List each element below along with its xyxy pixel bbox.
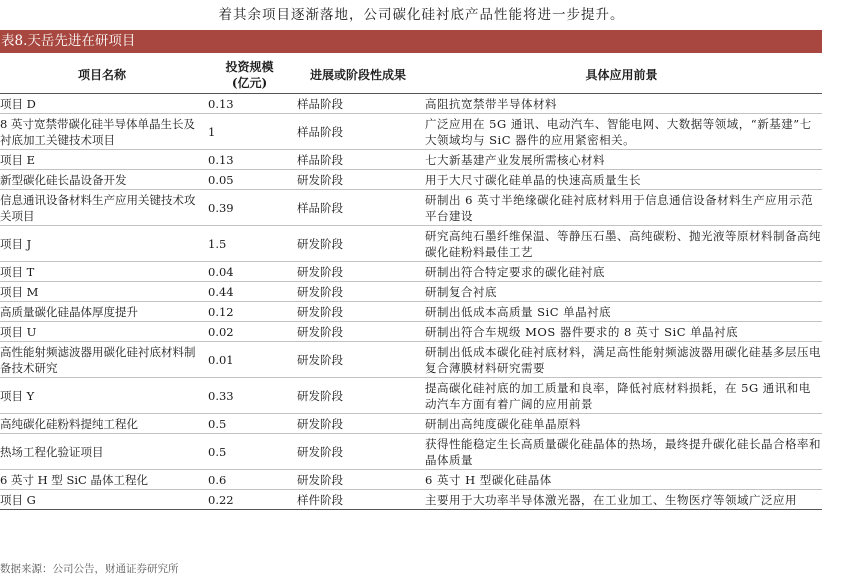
table-row xyxy=(0,170,822,190)
cell-project-name: 6 英寸 H 型 SiC 晶体工程化 xyxy=(0,470,204,490)
cell-stage: 样品阶段 xyxy=(295,190,421,226)
table-row xyxy=(0,226,822,262)
header-stage: 进展或阶段性成果 xyxy=(295,57,421,94)
cell-stage: 研发阶段 xyxy=(295,414,421,434)
table-row xyxy=(0,282,822,302)
table-row xyxy=(0,262,822,282)
table-row xyxy=(0,490,822,510)
header-investment-line2: (亿元) xyxy=(231,76,268,90)
cell-prospect: 广泛应用在 5G 通讯、电动汽车、智能电网、大数据等领域，“新基建”七大领域均与 SiC 器件的应用紧密相关。 xyxy=(421,114,822,150)
table-row xyxy=(0,114,822,150)
cell-investment: 0.13 xyxy=(204,94,295,114)
cell-project-name: 高质量碳化硅晶体厚度提升 xyxy=(0,302,204,322)
header-investment xyxy=(204,57,295,94)
cell-stage: 研发阶段 xyxy=(295,226,421,262)
table-row xyxy=(0,342,822,378)
cell-prospect: 用于大尺寸碳化硅单晶的快速高质量生长 xyxy=(421,170,822,190)
cell-prospect: 七大新基建产业发展所需核心材料 xyxy=(421,150,822,170)
cell-stage: 研发阶段 xyxy=(295,302,421,322)
cell-investment: 0.5 xyxy=(204,414,295,434)
cell-stage: 研发阶段 xyxy=(295,378,421,414)
cell-project-name: 项目 T xyxy=(0,262,204,282)
table-row xyxy=(0,434,822,470)
cell-project-name: 项目 E xyxy=(0,150,204,170)
cell-investment: 1 xyxy=(204,114,295,150)
intro-text: 着其余项目逐渐落地，公司碳化硅衬底产品性能将进一步提升。 xyxy=(218,7,625,23)
header-project-name: 项目名称 xyxy=(0,57,204,94)
cell-investment: 0.01 xyxy=(204,342,295,378)
cell-stage: 研发阶段 xyxy=(295,262,421,282)
cell-stage: 研发阶段 xyxy=(295,170,421,190)
cell-stage: 研发阶段 xyxy=(295,282,421,302)
table-row xyxy=(0,94,822,114)
cell-project-name: 项目 G xyxy=(0,490,204,510)
cell-project-name: 新型碳化硅长晶设备开发 xyxy=(0,170,204,190)
table-row xyxy=(0,378,822,414)
cell-prospect: 高阻抗宽禁带半导体材料 xyxy=(421,94,822,114)
cell-investment: 0.22 xyxy=(204,490,295,510)
table-row xyxy=(0,302,822,322)
table-row xyxy=(0,322,822,342)
cell-investment: 0.39 xyxy=(204,190,295,226)
cell-investment: 0.13 xyxy=(204,150,295,170)
cell-prospect: 研制出符合特定要求的碳化硅衬底 xyxy=(421,262,822,282)
cell-investment: 0.6 xyxy=(204,470,295,490)
cell-stage: 研发阶段 xyxy=(295,322,421,342)
cell-investment: 0.02 xyxy=(204,322,295,342)
cell-prospect: 研制出 6 英寸半绝缘碳化硅衬底材料用于信息通信设备材料生产应用示范平台建设 xyxy=(421,190,822,226)
cell-prospect: 研制出高纯度碳化硅单晶原料 xyxy=(421,414,822,434)
cell-investment: 0.33 xyxy=(204,378,295,414)
cell-project-name: 项目 D xyxy=(0,94,204,114)
cell-prospect: 研究高纯石墨纤维保温、等静压石墨、高纯碳粉、抛光液等原材料制备高纯碳化硅粉料最佳工艺 xyxy=(421,226,822,262)
header-prospect: 具体应用前景 xyxy=(421,57,822,94)
cell-project-name: 项目 M xyxy=(0,282,204,302)
cell-stage: 研发阶段 xyxy=(295,470,421,490)
cell-stage: 研发阶段 xyxy=(295,342,421,378)
cell-investment: 0.04 xyxy=(204,262,295,282)
cell-stage: 样件阶段 xyxy=(295,490,421,510)
cell-project-name: 信息通讯设备材料生产应用关键技术攻关项目 xyxy=(0,190,204,226)
cell-investment: 0.12 xyxy=(204,302,295,322)
cell-prospect: 6 英寸 H 型碳化硅晶体 xyxy=(421,470,822,490)
cell-prospect: 提高碳化硅衬底的加工质量和良率，降低衬底材料损耗，在 5G 通讯和电动汽车方面有着广阔的应用前景 xyxy=(421,378,822,414)
cell-prospect: 研制出低成本高质量 SiC 单晶衬底 xyxy=(421,302,822,322)
header-investment-line1: 投资规模 xyxy=(225,60,274,74)
cell-stage: 样品阶段 xyxy=(295,94,421,114)
cell-investment: 0.05 xyxy=(204,170,295,190)
cell-investment: 0.5 xyxy=(204,434,295,470)
cell-stage: 研发阶段 xyxy=(295,434,421,470)
cell-prospect: 获得性能稳定生长高质量碳化硅晶体的热场，最终提升碳化硅长晶合格率和晶体质量 xyxy=(421,434,822,470)
cell-prospect: 研制出符合车规级 MOS 器件要求的 8 英寸 SiC 单晶衬底 xyxy=(421,322,822,342)
cell-project-name: 项目 U xyxy=(0,322,204,342)
table-row xyxy=(0,414,822,434)
table-row xyxy=(0,470,822,490)
table-caption: 表8.天岳先进在研项目 xyxy=(0,30,822,53)
cell-prospect: 研制复合衬底 xyxy=(421,282,822,302)
research-projects-table xyxy=(0,57,822,510)
cell-prospect: 研制出低成本碳化硅衬底材料，满足高性能射频滤波器用碳化硅基多层压电复合薄膜材料研究需要 xyxy=(421,342,822,378)
cell-project-name: 热场工程化验证项目 xyxy=(0,434,204,470)
source-note: 数据来源：公司公告，财通证券研究所 xyxy=(0,563,179,575)
cell-project-name: 项目 J xyxy=(0,226,204,262)
cell-investment: 1.5 xyxy=(204,226,295,262)
cell-stage: 样品阶段 xyxy=(295,114,421,150)
table-row xyxy=(0,150,822,170)
cell-prospect: 主要用于大功率半导体激光器，在工业加工、生物医疗等领域广泛应用 xyxy=(421,490,822,510)
table-header-row xyxy=(0,57,822,94)
cell-investment: 0.44 xyxy=(204,282,295,302)
table-row xyxy=(0,190,822,226)
cell-stage: 样品阶段 xyxy=(295,150,421,170)
cell-project-name: 高纯碳化硅粉料提纯工程化 xyxy=(0,414,204,434)
cell-project-name: 8 英寸宽禁带碳化硅半导体单晶生长及衬底加工关键技术项目 xyxy=(0,114,204,150)
cell-project-name: 高性能射频滤波器用碳化硅衬底材料制备技术研究 xyxy=(0,342,204,378)
cell-project-name: 项目 Y xyxy=(0,378,204,414)
